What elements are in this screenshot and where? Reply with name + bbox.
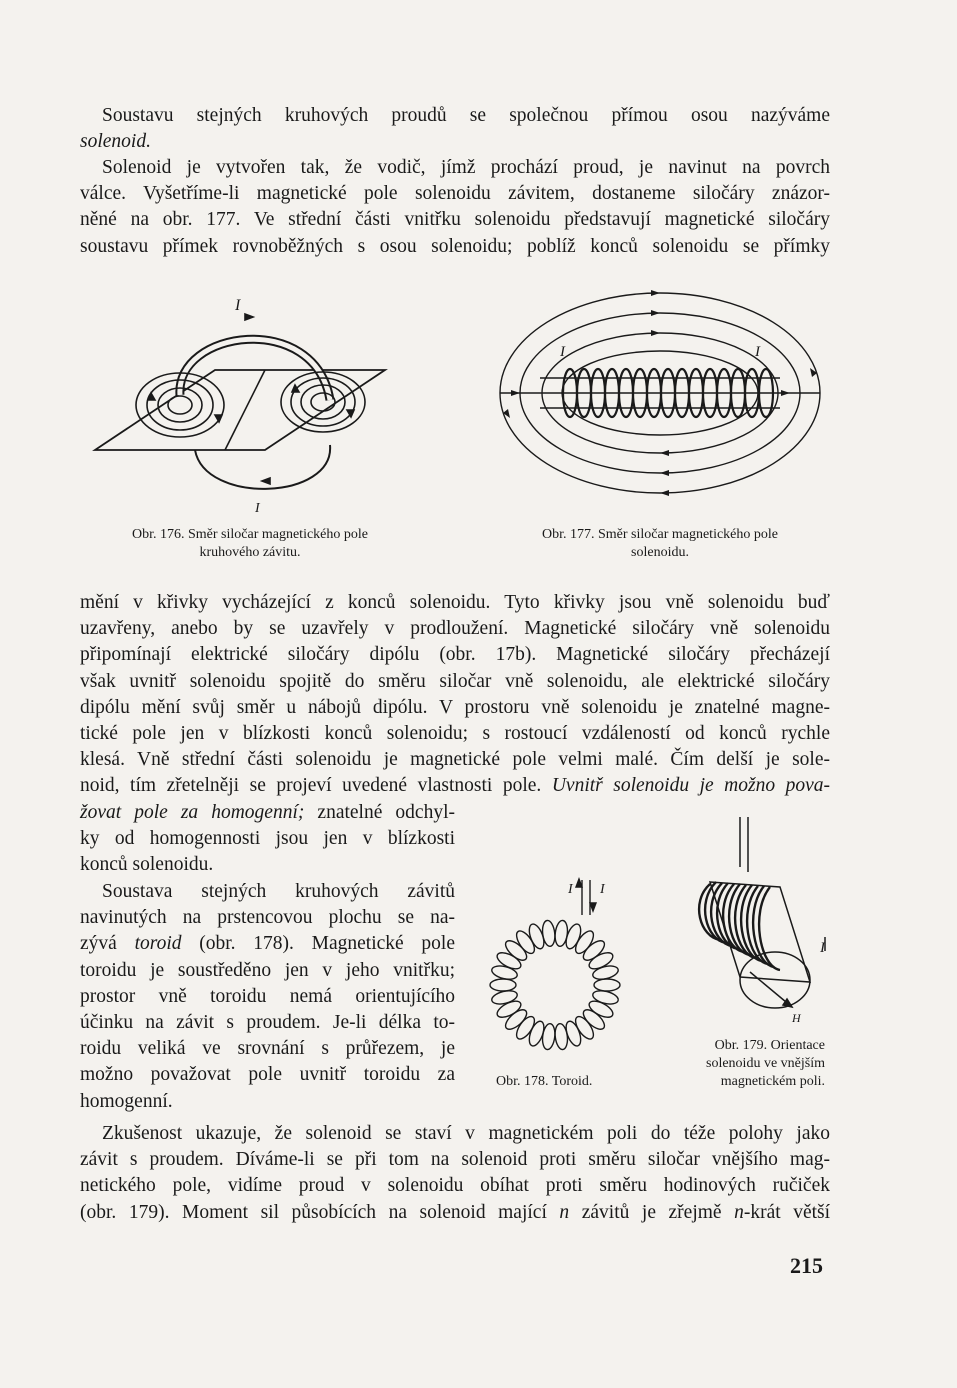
paragraph-toroid: Soustava stejných kruhových závitů navinutých na prstencovou plochu se na- zývá toroid (obr. 178). Magnetické pole toroidu je soustředěno jen v jeho vnitřku; prostor vně toroidu nemá orientujícího účinku na závit s proudem. Je-li délka to- roidu veliká ve srovnání s průřezem, je možno považovat pole uvnitř toroidu za homogenní.: [80, 881, 456, 1112]
toroid-coil: [490, 920, 620, 1050]
caption-fig-176: Obr. 176. Směr siločar magnetického pole kruhového závitu.: [132, 527, 368, 560]
toroid-turn: [490, 979, 516, 991]
emphasis-homogeneous: Uvnitř solenoidu je možno pova-: [551, 775, 831, 797]
text-line: něné na obr. 177. Ve střední části vnitřku solenoidu představují magnetické siločáry: [80, 209, 830, 231]
label-current-out: I: [600, 882, 605, 897]
page-number: 215: [790, 1253, 823, 1278]
figure-176-circular-loop: [85, 290, 415, 520]
label-current-right: I: [755, 344, 760, 360]
text-line: Soustavu stejných kruhových proudů se společnou přímou osou nazýváme: [102, 105, 830, 126]
figure-179-solenoid-orientation: [680, 812, 840, 1027]
text-line: Solenoid je vytvořen tak, že vodič, jímž prochází proud, je navinut na povrch: [102, 157, 830, 178]
term-toroid: toroid: [134, 933, 182, 955]
paragraph-solenoid-definition: [80, 103, 830, 155]
paragraph-solenoid-orientation: Zkušenost ukazuje, že solenoid se staví v magnetickém poli do téže polohy jako závit s proudem. Díváme-li se při tom na solenoid proti směru siločar vnějšího mag- netického pole, vidíme proud v solenoidu obíhat proti směru hodinových ručiček (obr. 179). Moment sil působících na solenoid mající n závitů je zřejmě n-krát větší: [80, 1123, 831, 1223]
figure-177-solenoid-field: [490, 278, 830, 518]
label-field-h: H: [792, 1011, 801, 1025]
label-current-top: I: [235, 297, 241, 314]
toroid-turn: [490, 964, 518, 982]
caption-fig-179: Obr. 179. Orientace solenoidu ve vnějším magnetickém poli.: [706, 1038, 825, 1089]
caption-fig-178: Obr. 178. Toroid.: [496, 1074, 593, 1089]
term-solenoid: solenoid.: [80, 131, 151, 153]
caption-fig-177: Obr. 177. Směr siločar magnetického pole solenoidu.: [542, 527, 778, 560]
paragraph-solenoid-field-cont: žovat pole za homogenní; znatelné odchyl- ky od homogennosti jsou jen v blízkosti konců solenoidu.: [80, 802, 455, 876]
label-current: I: [820, 940, 825, 956]
label-current-bottom: I: [255, 501, 260, 516]
text-line: soustavu přímek rovnoběžných s osou solenoidu; poblíž konců solenoidu se přímky: [80, 235, 830, 257]
toroid-turn: [594, 979, 620, 991]
figure-178-toroid: [480, 875, 640, 1065]
paragraph-solenoid-construction: [80, 155, 830, 260]
label-current-left: I: [560, 344, 565, 360]
toroid-turn: [591, 988, 619, 1006]
paragraph-solenoid-field: mění v křivky vycházející z konců solenoidu. Tyto křivky jsou vně solenoidu buď uzavřeny, anebo by se uzavřely v prodloužení. Magnetické siločáry vně solenoidu připomínají elektrické siločáry dipólu (obr. 17b). Magnetické siločáry přecházejí však uvnitř solenoidu spojitě do směru siločar vně solenoidu, ale elektrické siločáry dipólu mění svůj směr u nábojů dipólu. V prostoru vně solenoidu je znatelné magne- tické pole jen v blízkosti konců solenoidu; s rostoucí vzdáleností od konců rychle klesá. Vně střední části solenoidu je magnetické pole velmi malé. Čím delší je sole- noid, tím zřetelněji se projeví uvedené vlastnosti pole. Uvnitř solenoidu je možno pova-: [80, 592, 831, 797]
text-line: válce. Vyšetříme-li magnetické pole solenoidu závitem, dostaneme siločáry znázor-: [80, 183, 830, 205]
toroid-turn: [591, 964, 619, 982]
label-current-in: I: [568, 882, 573, 897]
